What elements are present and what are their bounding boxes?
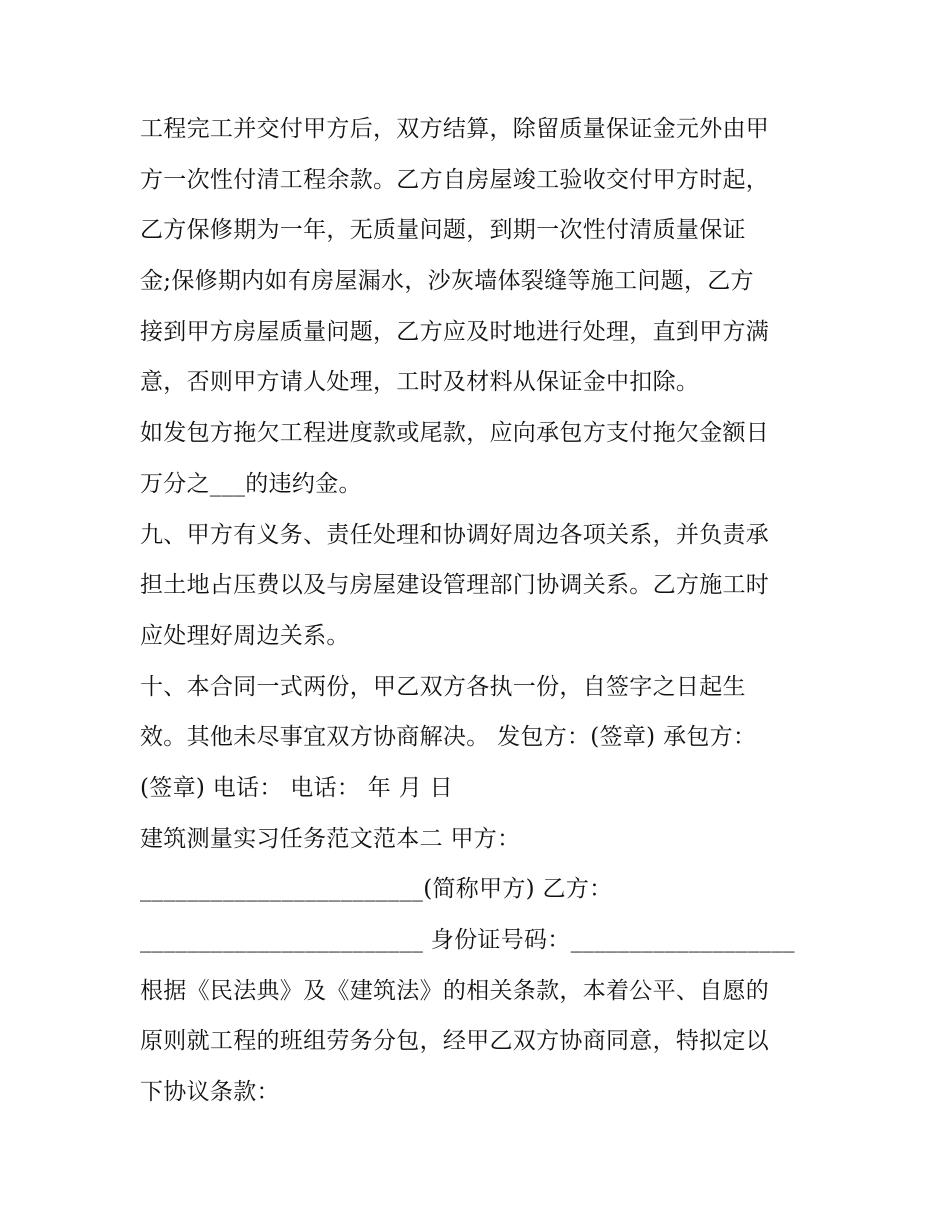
- party-b-id-line: ________________________ 身份证号码：___________________: [140, 927, 795, 953]
- text-line: 原则就工程的班组劳务分包，经甲乙双方协商同意，特拟定以: [140, 1028, 770, 1055]
- text-line: 应处理好周边关系。: [140, 622, 350, 649]
- text-line: 万分之___的违约金。: [140, 470, 362, 497]
- text-line: 工程完工并交付甲方后，双方结算，除留质量保证金元外由甲: [140, 116, 770, 142]
- text-line: 金;保修期内如有房屋漏水，沙灰墙体裂缝等施工问题，乙方: [140, 268, 754, 295]
- text-line: 方一次性付清工程余款。乙方自房屋竣工验收交付甲方时起，: [140, 166, 770, 193]
- party-a-blank-line: ________________________(简称甲方) 乙方：: [140, 876, 613, 903]
- section-heading-line: 建筑测量实习任务范文范本二 甲方：: [140, 825, 521, 852]
- text-line: 根据《民法典》及《建筑法》的相关条款，本着公平、自愿的: [140, 977, 770, 1004]
- text-line: 接到甲方房屋质量问题，乙方应及时地进行处理，直到甲方满: [140, 318, 770, 345]
- text-line: 如发包方拖欠工程进度款或尾款，应向承包方支付拖欠金额日: [140, 420, 770, 447]
- text-line: 效。其他未尽事宜双方协商解决。 发包方：(签章) 承包方：: [140, 724, 757, 751]
- text-line: 乙方保修期为一年，无质量问题，到期一次性付清质量保证: [140, 217, 746, 244]
- text-line: 十、本合同一式两份，甲乙双方各执一份，自签字之日起生: [140, 673, 746, 700]
- text-line: 意，否则甲方请人处理，工时及材料从保证金中扣除。: [140, 369, 700, 396]
- text-line: 下协议条款：: [140, 1079, 280, 1106]
- document-body: [140, 104, 820, 1118]
- text-line: 担土地占压费以及与房屋建设管理部门协调关系。乙方施工时: [140, 572, 770, 599]
- text-line: (签章) 电话： 电话： 年 月 日: [140, 774, 453, 801]
- text-line: 九、甲方有义务、责任处理和协调好周边各项关系，并负责承: [140, 521, 770, 548]
